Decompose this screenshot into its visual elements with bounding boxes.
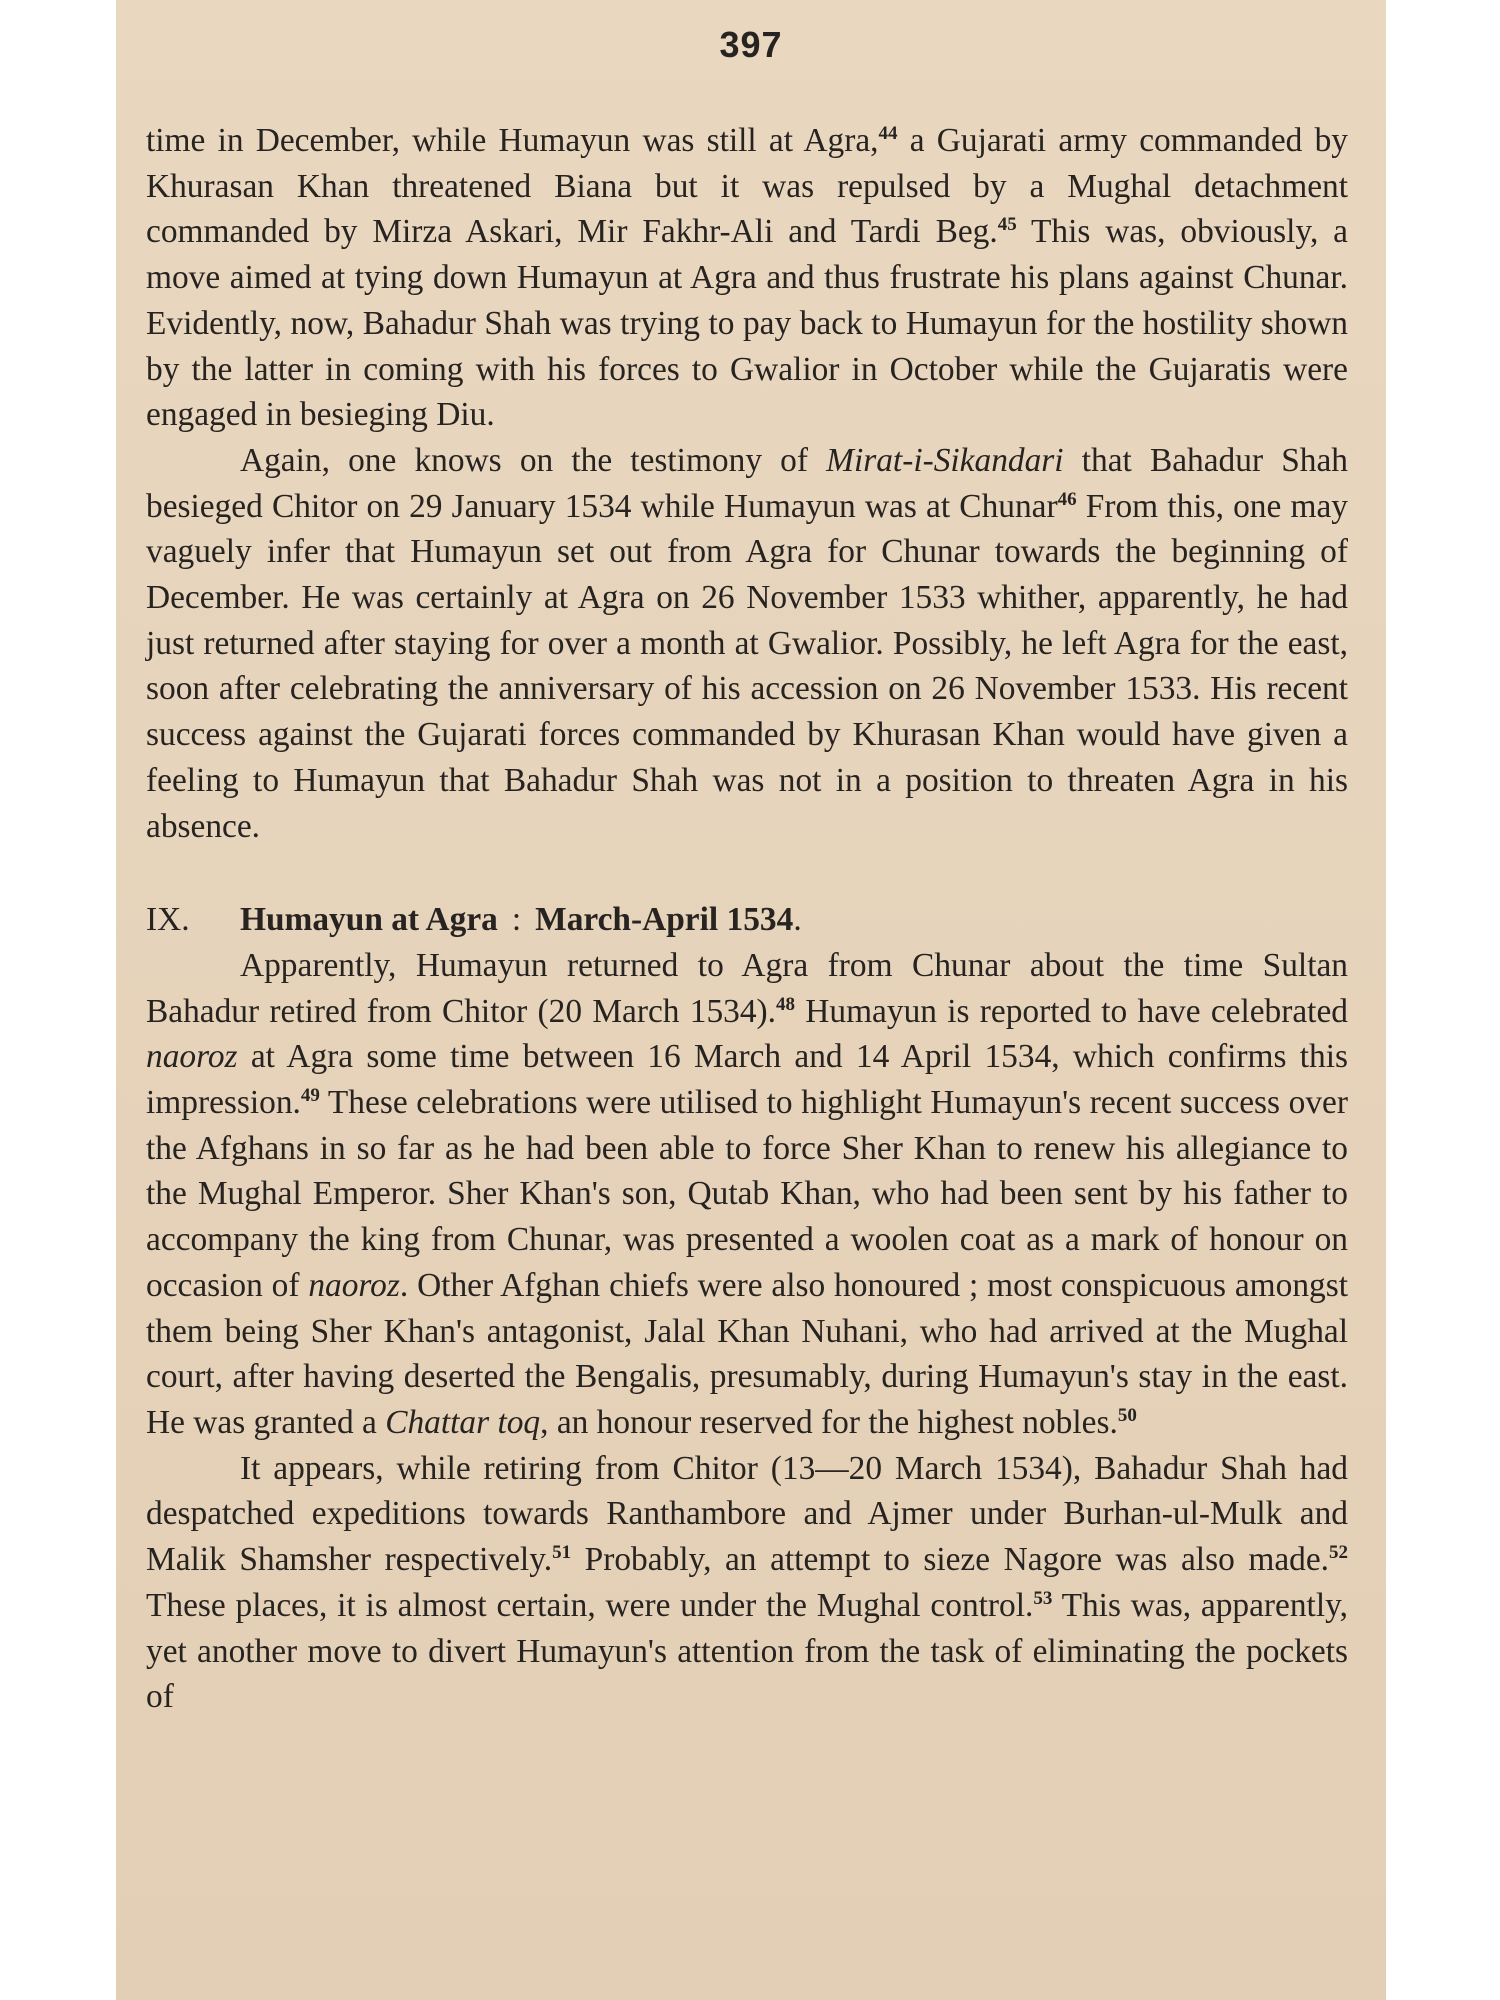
text-run: . Other Afghan chiefs were also honoured ; most conspicuous amongst them being Sher Khan's antagonist, Jalal Khan Nuhani, who had arrived at the Mughal court, after having deserted the Bengalis, presumably, during Humayun's stay in the east. He was granted a	[146, 1266, 1348, 1441]
italic-term: naoroz	[146, 1038, 238, 1076]
section-heading	[146, 897, 1348, 943]
text-run: at Agra some time between 16 March and 14 April 1534, which confirms this impression.	[146, 1038, 1348, 1122]
footnote-ref: 50	[1117, 1404, 1137, 1426]
italic-term: naoroz	[308, 1266, 400, 1304]
footnote-ref: 46	[1057, 488, 1077, 510]
section-title-separator: :	[511, 901, 522, 939]
page-number: 397	[719, 24, 783, 65]
paragraph-p1	[146, 118, 1348, 438]
italic-term: Mirat-i-Sikandari	[826, 441, 1064, 479]
text-run: Again, one knows on the testimony of	[240, 441, 827, 479]
paragraph-p2	[146, 438, 1348, 849]
paragraph-p3	[146, 943, 1348, 1446]
section-title-part-1: Humayun at Agra	[240, 901, 498, 939]
text-run: Humayun is reported to have celebrated	[795, 992, 1348, 1030]
paragraph-p4	[146, 1446, 1348, 1720]
text-run: From this, one may vaguely infer that Humayun set out from Agra for Chunar towards the beginning of December. He was certainly at Agra on 26 November 1533 whither, apparently, he had just returned after staying for over a month at Gwalior. Possibly, he left Agra for the east, soon after celebrating the anniversary of his accession on 26 November 1533. His recent success against the Gujarati forces commanded by Khurasan Khan would have given a feeling to Humayun that Bahadur Shah was not in a position to threaten Agra in his absence.	[146, 487, 1348, 845]
footnote-ref: 45	[997, 214, 1017, 236]
section-title-part-2: March-April 1534	[535, 901, 794, 939]
section-number: IX.	[146, 901, 190, 939]
text-run: that Bahadur Shah besieged Chitor on 29 January 1534 while Humayun was at Chunar	[146, 441, 1348, 525]
text-run: These places, it is almost certain, were under the Mughal control.	[146, 1586, 1034, 1624]
text-run: This was, obviously, a move aimed at tying down Humayun at Agra and thus frustrate his plans against Chunar. Evidently, now, Bahadur Shah was trying to pay back to Humayun for the hostility shown by the latter in coming with his forces to Gwalior in October while the Gujaratis were engaged in besieging Diu.	[146, 213, 1348, 434]
top-paragraphs	[146, 118, 1348, 849]
text-run: , an honour reserved for the highest nobles.	[540, 1403, 1118, 1441]
footnote-ref: 49	[300, 1084, 320, 1106]
text-run: a Gujarati army commanded by Khurasan Khan threatened Biana but it was repulsed by a Mughal detachment commanded by Mirza Askari, Mir Fakhr-Ali and Tardi Beg.	[146, 122, 1348, 251]
italic-term: Chattar toq	[385, 1403, 541, 1441]
text-run: This was, apparently, yet another move to divert Humayun's attention from the task of eliminating the pockets of	[146, 1586, 1348, 1716]
body-text	[146, 118, 1348, 1720]
text-run: Apparently, Humayun returned to Agra from Chunar about the time Sultan Bahadur retired from Chitor (20 March 1534).	[146, 946, 1348, 1030]
footnote-ref: 44	[878, 122, 898, 144]
bottom-paragraphs	[146, 943, 1348, 1720]
section-title-end: .	[793, 901, 802, 939]
text-run: These celebrations were utilised to highlight Humayun's recent success over the Afghans in so far as he had been able to force Sher Khan to renew his allegiance to the Mughal Emperor. Sher Khan's son, Qutab Khan, who had been sent by his father to accompany the king from Chunar, was presented a woolen coat as a mark of honour on occasion of	[146, 1084, 1348, 1304]
text-run: Probably, an attempt to sieze Nagore was also made.	[571, 1541, 1329, 1579]
footnote-ref: 51	[552, 1541, 572, 1563]
footnote-ref: 52	[1329, 1541, 1348, 1563]
footnote-ref: 48	[776, 993, 795, 1015]
footnote-ref: 53	[1033, 1587, 1053, 1609]
text-run: It appears, while retiring from Chitor (13—20 March 1534), Bahadur Shah had despatched expeditions towards Ranthambore and Ajmer under Burhan-ul-Mulk and Malik Shamsher respectively.	[146, 1449, 1348, 1579]
book-page	[116, 0, 1386, 2000]
text-run: time in December, while Humayun was still at Agra,	[146, 122, 879, 159]
